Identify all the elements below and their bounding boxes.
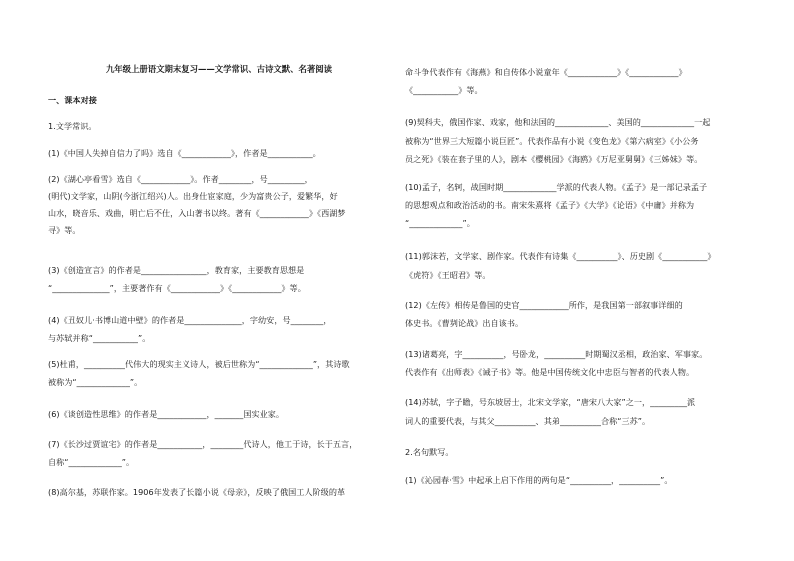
right-line: 体史书。《曹刿论战》出自该书。 [405, 318, 524, 328]
section-heading: 一、课本对接 [48, 95, 97, 105]
left-line: (7)《长沙过贾谊宅》的作者是___________，________代诗人，他工于诗，长于五言， [48, 439, 358, 449]
left-line: 与苏轼并称“___________”。 [48, 333, 151, 343]
left-line: 1.文学常识。 [48, 121, 97, 131]
left-line: “______________”，主要著作有《____________》《____________》等。 [48, 283, 306, 293]
left-line: (明代)文学家，山阴(今浙江绍兴)人。出身仕宦家庭，少为富贵公子，爱繁华，好 [48, 191, 338, 201]
left-line: (4)《丑奴儿·书博山道中壁》的作者是______________，字幼安，号________， [48, 315, 332, 325]
left-line: (5)杜甫，__________代伟大的现实主义诗人，被后世称为“_____________”，其诗歌 [48, 359, 350, 369]
right-line: (10)孟子，名轲，战国时期_____________学派的代表人物。《孟子》是一部记录孟子 [405, 182, 708, 192]
right-line: 命斗争代表作有《海燕》和自传体小说童年《____________》《____________》 [405, 67, 687, 77]
left-line: (6)《谈创造性思维》的作者是____________，_______国实业家。 [48, 409, 285, 419]
left-line: (3)《创造宣言》的作者是________________，教育家，主要教育思想是 [48, 265, 305, 275]
right-line: (9)契科夫，俄国作家、戏家，他和法国的_____________、美国的_____________一起 [405, 117, 711, 127]
right-line: (11)郭沫若，文学家、剧作家。代表作有诗集《__________》、历史剧《___________》 [405, 251, 716, 261]
left-line: 自称“_____________”。 [48, 457, 135, 467]
left-line: 寻》等。 [48, 225, 81, 235]
right-line: 《___________》等。 [405, 85, 483, 95]
right-line: 的思想观点和政治活动的书。南宋朱熹将《孟子》《大学》《论语》《中庸》并称为 [405, 200, 695, 210]
right-line: (14)苏轼，字子瞻，号东坡居士，北宋文学家，“唐宋八大家”之一，_________派 [405, 397, 696, 407]
right-line: (13)诸葛亮，字__________，号卧龙，__________时期蜀汉丞相，政治家、军事家。 [405, 349, 708, 359]
left-line: 山水，晓音乐、戏曲，明亡后不仕，入山著书以终。著有《____________》《西湖梦 [48, 208, 346, 218]
right-line: (12)《左传》相传是鲁国的史官____________所作，是我国第一部叙事详细的 [405, 300, 683, 310]
left-line: (1)《中国人失掉自信力了吗》选自《____________》，作者是___________。 [48, 148, 321, 158]
left-line: (2)《湖心亭看雪》选自《____________》。作者________，号_________， [48, 174, 313, 184]
right-line: 代表作有《出师表》《诫子书》等。他是中国传统文化中忠臣与智者的代表人物。 [405, 367, 695, 377]
left-line: (8)高尔基，苏联作家。1906年发表了长篇小说《母亲》，反映了俄国工人阶级的革 [48, 487, 346, 497]
right-line: (1)《沁园春·雪》中起承上启下作用的两句是“__________，__________”。 [405, 475, 673, 485]
right-line: 2.名句默写。 [405, 447, 454, 457]
document-title: 九年级上册语文期末复习——文学常识、古诗文默、名著阅读 [105, 64, 333, 74]
right-line: 员之死》《装在套子里的人》，剧本《樱桃园》《海鸥》《万尼亚舅舅》《三姊妹》等。 [405, 154, 703, 164]
left-line: 被称为“_____________”。 [48, 377, 143, 387]
right-line: 《虎符》《王昭君》等。 [405, 270, 491, 280]
right-line: “_____________”。 [405, 218, 475, 228]
right-line: 被称为“世界三大短篇小说巨匠”。代表作品有小说《变色龙》《第六病室》《小公务 [405, 136, 699, 146]
right-line: 词人的重要代表，与其父__________、其弟__________合称“三苏”。 [405, 416, 651, 426]
